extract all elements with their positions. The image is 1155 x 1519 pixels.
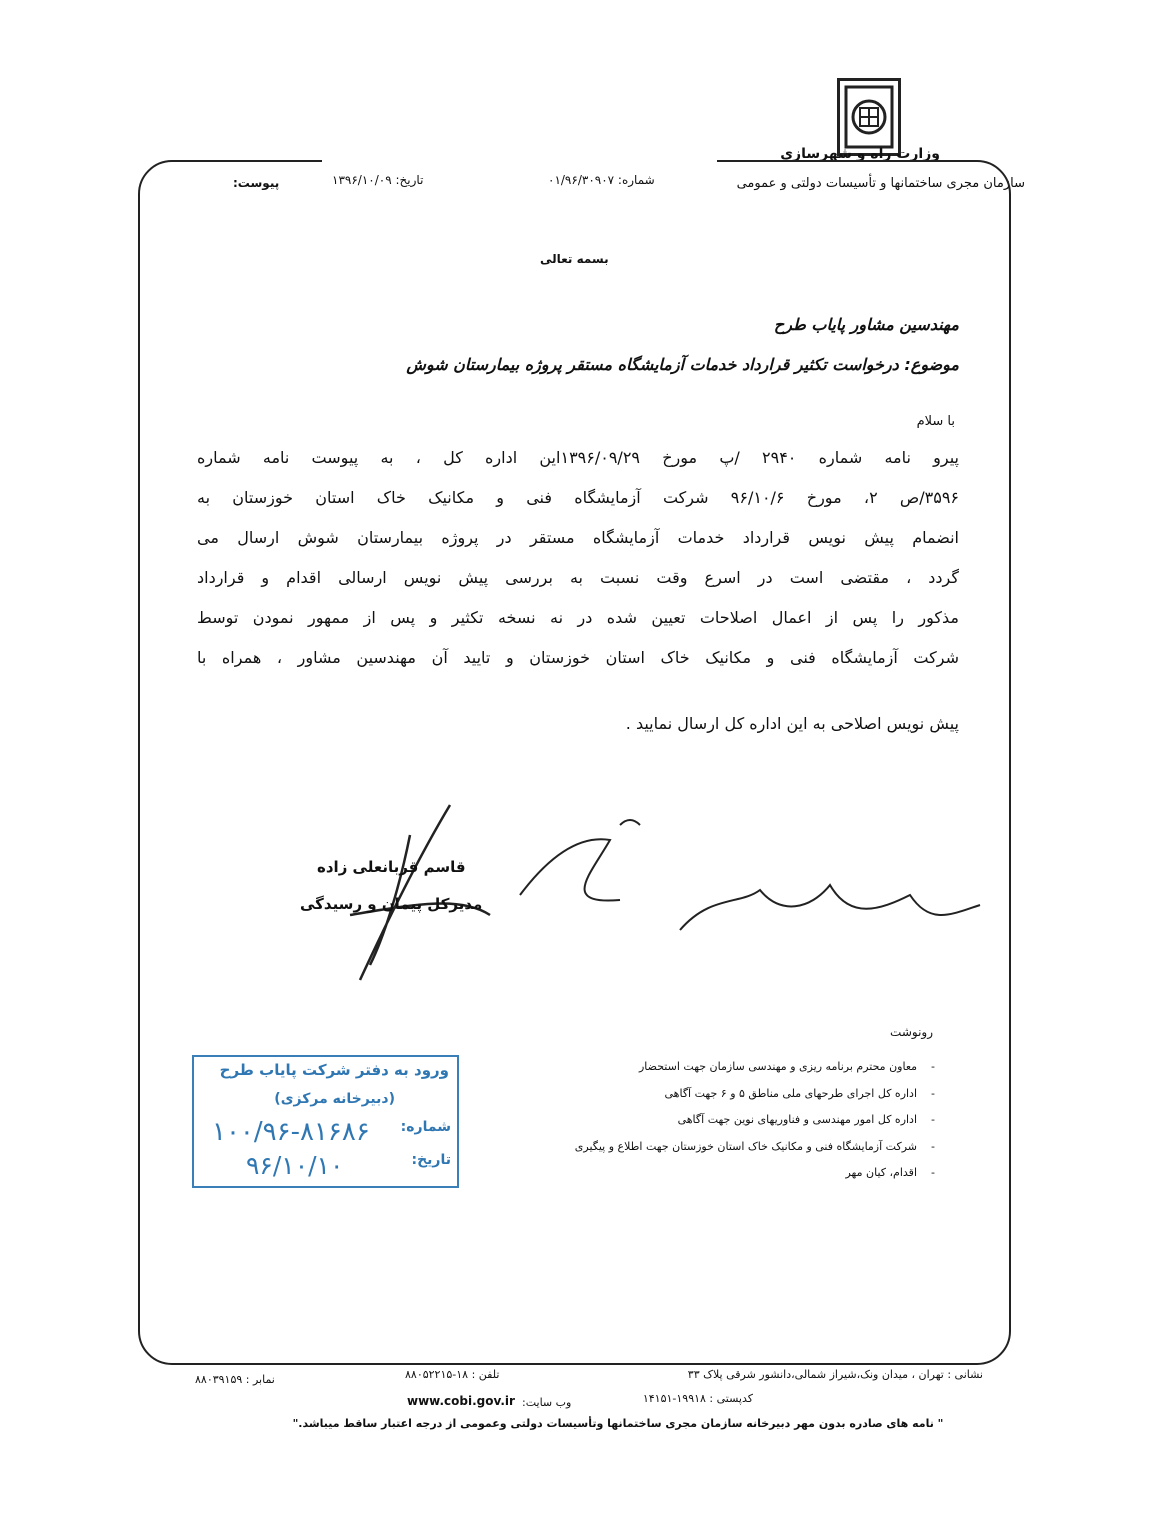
ministry-name: وزارت راه و شهرسازی bbox=[780, 146, 940, 162]
signer-title: مدیرکل پیمان و رسیدگی bbox=[300, 895, 483, 913]
cc-item: -شرکت آزمایشگاه فنی و مکانیک خاک استان خوزستان جهت اطلاع و پیگیری bbox=[574, 1140, 935, 1153]
body-line: گردد ، مقتضی است در اسرع وقت نسبت به بررسی پیش نویس ارسالی اقدام و قرارداد bbox=[197, 568, 959, 587]
cc-item: -معاون محترم برنامه ریزی و مهندسی سازمان جهت استحضار bbox=[639, 1060, 935, 1073]
footer-notice: " نامه های صادره بدون مهر دبیرخانه سازمان مجری ساختمانها وتأسیسات دولتی وعمومی از درجه اعتبار ساقط میباشد." bbox=[292, 1417, 944, 1430]
footer-website-label: وب سایت: bbox=[522, 1396, 572, 1409]
letter-date: تاریخ: ۱۳۹۶/۱۰/۰۹ bbox=[332, 173, 424, 187]
footer-website[interactable]: www.cobi.gov.ir bbox=[407, 1394, 515, 1408]
body-line: شرکت آزمایشگاه فنی و مکانیک خاک استان خوزستان و تایید آن مهندسین مشاور ، همراه با bbox=[197, 648, 959, 667]
body-line: مذکور را پس از اعمال اصلاحات تعیین شده در نه نسخه تکثیر و پس از ممهور نمودن توسط bbox=[197, 608, 959, 627]
body-line: انضمام پیش نویس قرارداد خدمات آزمایشگاه مستقر در پروژه بیمارستان شوش ارسال می bbox=[197, 528, 959, 547]
emblem-icon bbox=[840, 81, 898, 153]
organization-name: سازمان مجری ساختمانها و تأسیسات دولتی و عمومی bbox=[736, 176, 1025, 191]
signer-name: قاسم قربانعلی زاده bbox=[317, 858, 466, 876]
stamp-date-label: تاریخ: bbox=[411, 1152, 451, 1168]
cc-item: -اقدام، کیان مهر bbox=[845, 1166, 935, 1179]
footer-fax: نمابر : ۸۸۰۳۹۱۵۹ bbox=[195, 1373, 275, 1386]
footer-postal-code: کدپستی : ۱۹۹۱۸-۱۴۱۵۱ bbox=[642, 1392, 753, 1405]
greeting: با سلام bbox=[916, 414, 955, 429]
cc-title: رونوشت bbox=[890, 1025, 933, 1039]
invocation: بسمه تعالی bbox=[540, 252, 609, 266]
stamp-title: ورود به دفتر شرکت پایاب طرح bbox=[219, 1061, 449, 1079]
handwritten-signatures bbox=[290, 795, 990, 985]
recipient: مهندسین مشاور پایاب طرح bbox=[773, 315, 959, 334]
ministry-logo bbox=[837, 78, 901, 156]
footer-address: نشانی : تهران ، میدان ونک،شیراز شمالی،دانشور شرقی پلاک ۳۳ bbox=[687, 1368, 983, 1381]
cc-item: -اداره کل امور مهندسی و فناوریهای نوین جهت آگاهی bbox=[677, 1113, 935, 1126]
cc-item: -اداره کل اجرای طرحهای ملی مناطق ۵ و ۶ جهت آگاهی bbox=[664, 1087, 935, 1100]
stamp-subtitle: (دبیرخانه مرکزی) bbox=[274, 1091, 395, 1107]
letter-number: شماره: ۰۱/۹۶/۳۰۹۰۷ bbox=[548, 173, 655, 187]
attachment-label: پیوست: bbox=[233, 176, 280, 190]
footer-phone: تلفن : ۱۸-۸۸۰۵۲۲۱۵ bbox=[405, 1368, 500, 1381]
stamp-date: ۹۶/۱۰/۱۰ bbox=[246, 1151, 344, 1180]
body-line: پیرو نامه شماره ۲۹۴۰ /پ مورخ ۱۳۹۶/۰۹/۲۹این اداره کل ، به پیوست نامه شماره bbox=[197, 448, 960, 467]
incoming-stamp bbox=[192, 1055, 459, 1188]
stamp-number-label: شماره: bbox=[400, 1119, 451, 1135]
stamp-number: ۱۰۰/۹۶-۸۱۶۸۶ bbox=[212, 1117, 370, 1147]
body-line: ۳۵۹۶/ص ۲، مورخ ۹۶/۱۰/۶ شرکت آزمایشگاه فنی و مکانیک خاک استان خوزستان به bbox=[197, 488, 960, 507]
closing-line: پیش نویس اصلاحی به این اداره کل ارسال نمایید . bbox=[625, 714, 959, 733]
subject-line: موضوع: درخواست تکثیر قرارداد خدمات آزمایشگاه مستقر پروژه بیمارستان شوش bbox=[406, 355, 959, 374]
